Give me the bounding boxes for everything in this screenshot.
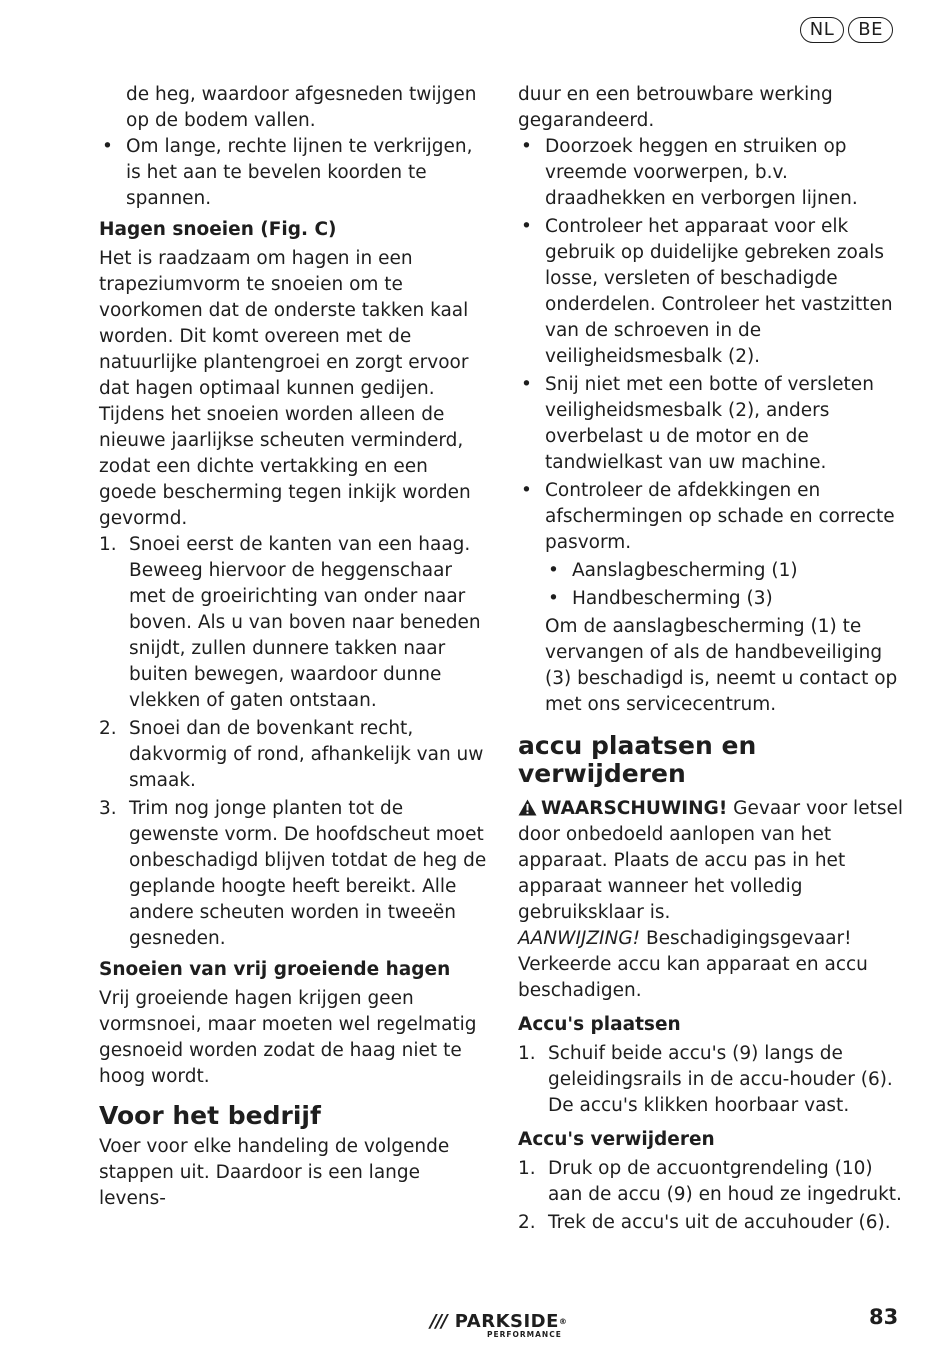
- note-paragraph: [518, 926, 903, 1004]
- step-number: 1.: [518, 1158, 536, 1179]
- language-badges: [800, 17, 893, 43]
- logo-registered: ®: [558, 1317, 568, 1326]
- step-number: 1.: [99, 534, 117, 555]
- step-text: Trek de accu's uit de accuhouder (6).: [548, 1212, 891, 1233]
- step-text: Snoei dan de bovenkant recht, dakvormig of rond, afhankelijk van uw smaak.: [129, 718, 484, 791]
- step-number: 2.: [518, 1212, 536, 1233]
- step-text: Schuif beide accu's (9) langs de geleidingsrails in de accu-houder (6).: [548, 1043, 893, 1090]
- continued-bullet-text: de heg, waardoor afgesneden twijgen op de bodem vallen.: [126, 84, 477, 131]
- logo-brand: PARKSIDE: [454, 1311, 559, 1332]
- bullet-list: [518, 134, 903, 718]
- parkside-logo: [430, 1311, 567, 1339]
- section-heading-accu-verwijderen: Accu's verwijderen: [518, 1129, 715, 1150]
- numbered-list-plaatsen: [518, 1041, 903, 1119]
- step-text: Snoei eerst de kanten van een haag. Beweeg hiervoor de heggenschaar met de groeirichting van onder naar boven. Als u van boven naar beneden snijdt, zullen dunnere takken naar buiten bewegen, waardoor dunne vlekken of gaten ontstaan.: [129, 534, 481, 711]
- language-badge-nl: NL: [800, 17, 845, 43]
- list-item: [518, 1041, 903, 1119]
- paragraph-vrij-groeiend: Vrij groeiende hagen krijgen geen vormsnoei, maar moeten wel regelmatig gesnoeid worden zodat de haag niet te hoog wordt.: [99, 988, 477, 1087]
- step-number: 1.: [518, 1043, 536, 1064]
- numbered-list-hagen: [99, 532, 487, 952]
- numbered-list-verwijderen: [518, 1156, 903, 1236]
- service-paragraph: Om de aanslagbescherming (1) te vervangen of als de handbeveiliging (3) beschadigd is, neemt u contact op met ons servicecentrum.: [545, 616, 898, 715]
- list-item: [518, 478, 903, 718]
- list-item: • Snij niet met een botte of versleten veiligheidsmesbalk (2), anders overbelast u de motor en de tandwielkast van uw machine.: [518, 372, 903, 476]
- list-item: [99, 716, 487, 794]
- section-title-voor-het-bedrijf: Voor het bedrijf: [99, 1101, 321, 1130]
- sub-bullet-list: [545, 558, 903, 612]
- section-heading-vrij-groeiend: Snoeien van vrij groeiende hagen: [99, 959, 451, 980]
- left-column: [99, 82, 487, 1212]
- logo-slashes-icon: ///: [430, 1311, 447, 1332]
- step-text: Trim nog jonge planten tot de gewenste vorm. De hoofdscheut moet onbeschadigd blijven totdat de heg de geplande hoogte heeft bereikt. Alle andere scheuten worden in tweeën gesneden.: [129, 798, 487, 949]
- warning-label: [518, 798, 727, 819]
- step-text: Druk op de accuontgrendeling (10) aan de accu (9) en houd ze ingedrukt.: [548, 1158, 902, 1205]
- list-item: [99, 532, 487, 714]
- note-text: Beschadigingsgevaar! Verkeerde accu kan apparaat en accu beschadigen.: [518, 928, 868, 1001]
- page-number: 83: [869, 1305, 899, 1329]
- list-item: • Om lange, rechte lijnen te verkrijgen, is het aan te bevelen koorden te spannen.: [99, 134, 487, 212]
- list-item: [518, 1156, 903, 1208]
- section-heading-hagen-snoeien: Hagen snoeien (Fig. C): [99, 219, 337, 240]
- list-item: [518, 1210, 903, 1236]
- sub-list-item: • Aanslagbescherming (1): [545, 558, 903, 584]
- step-extra-text: De accu's klikken hoorbaar vast.: [548, 1095, 850, 1116]
- paragraph-hagen-snoeien: Het is raadzaam om hagen in een trapeziumvorm te snoeien om te voorkomen dat de onderste takken kaal worden. Dit komt overeen met de natuurlijke plantengroei en zorgt ervoor dat hagen optimaal kunnen gedijen. Tijdens het snoeien worden alleen de nieuwe jaarlijkse scheuten verminderd, zodat een dichte vertakking en een goede bescherming tegen inkijk worden gevormd.: [99, 248, 471, 529]
- warning-triangle-icon: [518, 799, 537, 816]
- step-number: 2.: [99, 718, 117, 739]
- list-item-text: Controleer de afdekkingen en afschermingen op schade en correcte pasvorm.: [545, 480, 895, 553]
- sub-list-item: • Handbescherming (3): [545, 586, 903, 612]
- list-item: [99, 796, 487, 952]
- warning-label-text: WAARSCHUWING!: [541, 798, 728, 819]
- paragraph-voor-het-bedrijf: Voer voor elke handeling de volgende stappen uit. Daardoor is een lange levens-: [99, 1136, 450, 1209]
- continued-paragraph: duur en een betrouwbare werking gegarandeerd.: [518, 84, 833, 131]
- language-badge-be: BE: [848, 17, 893, 43]
- step-number: 3.: [99, 798, 117, 819]
- list-item: • Doorzoek heggen en struiken op vreemde voorwerpen, b.v. draadhekken en verborgen lijnen.: [518, 134, 903, 212]
- right-column: [518, 82, 903, 1238]
- list-item: • Controleer het apparaat voor elk gebruik op duidelijke gebreken zoals losse, versleten of beschadigde onderdelen. Controleer het vastzitten van de schroeven in de veiligheidsmesbalk (2).: [518, 214, 903, 370]
- bullet-list: [99, 134, 487, 212]
- warning-paragraph: [518, 796, 903, 926]
- section-title-accu: accu plaatsen en verwijderen: [518, 731, 757, 788]
- section-heading-accu-plaatsen: Accu's plaatsen: [518, 1014, 681, 1035]
- logo-subtitle: PERFORMANCE: [487, 1330, 562, 1339]
- note-label: AANWIJZING!: [518, 928, 641, 949]
- warning-text: Gevaar voor letsel door onbedoeld aanlopen van het apparaat. Plaats de accu pas in het apparaat wanneer het volledig gebruiksklaar is.: [518, 798, 903, 923]
